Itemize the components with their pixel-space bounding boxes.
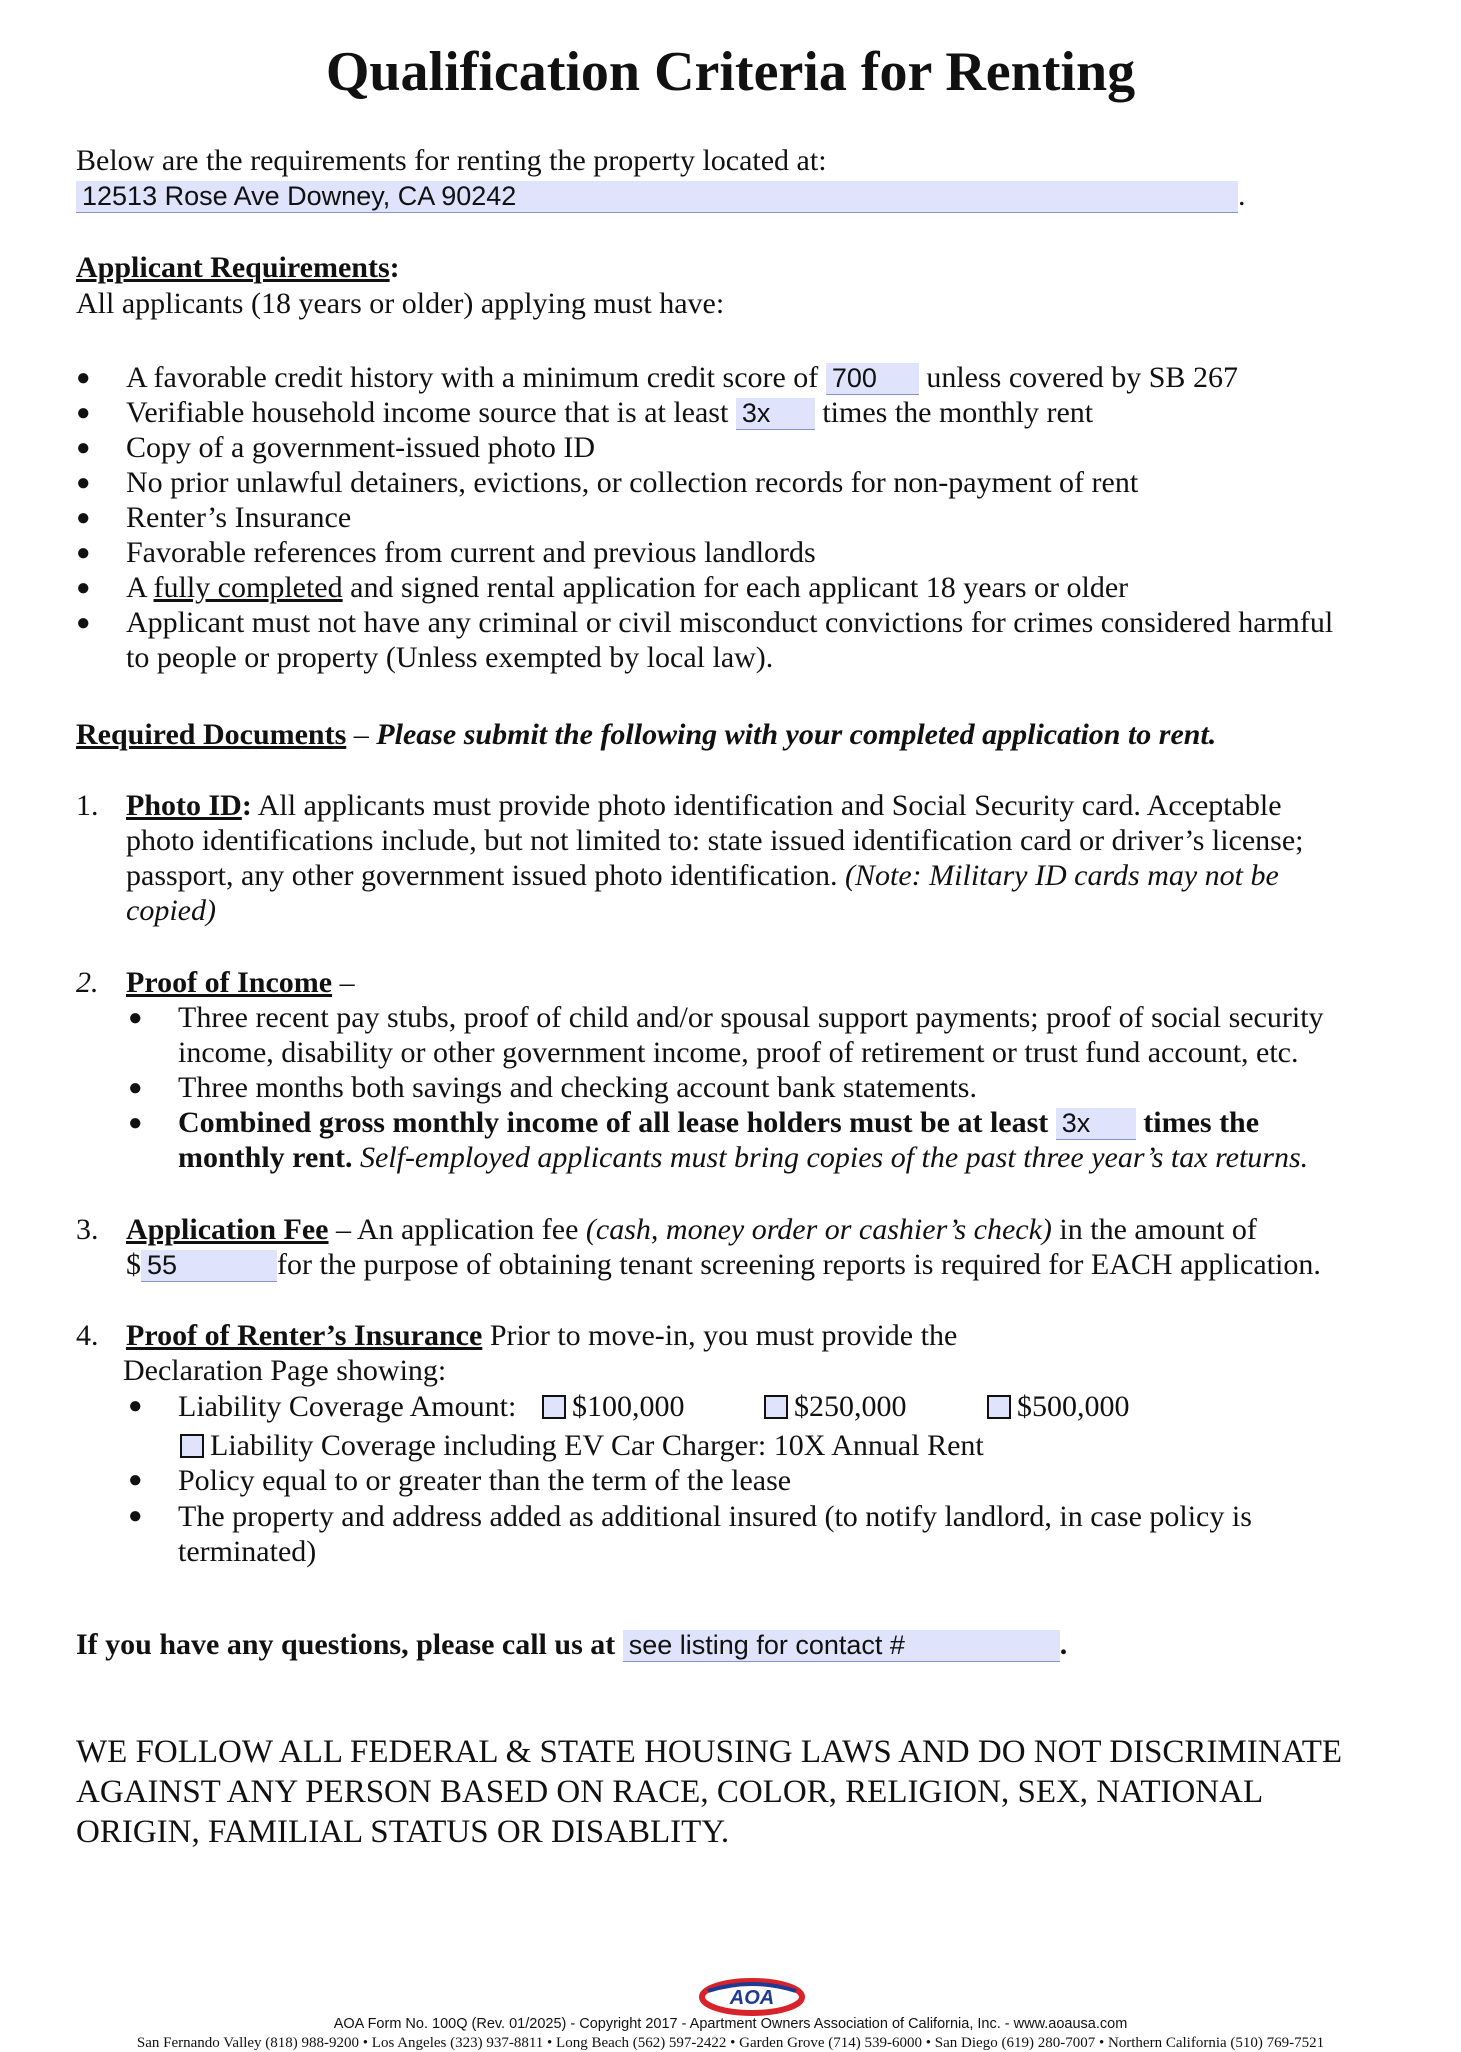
- bullet-icon: ●: [128, 1075, 143, 1101]
- heading-colon: :: [389, 251, 400, 284]
- bullet-icon: ●: [128, 1110, 143, 1136]
- requirement-item: Copy of a government-issued photo ID: [126, 431, 596, 464]
- contact-row: [76, 1627, 1067, 1663]
- heading-dash: –: [346, 718, 377, 751]
- income-item: [126, 395, 1093, 431]
- page-title: Qualification Criteria for Renting: [325, 41, 1136, 103]
- insurance-bullet3-line2: terminated): [178, 1535, 317, 1568]
- option-500k: [987, 1389, 1130, 1425]
- income-text-after: times the monthly rent: [822, 396, 1094, 429]
- nondiscrimination-line3: ORIGIN, FAMILIAL STATUS OR DISABLITY.: [76, 1814, 730, 1850]
- photo-id-colon: :: [241, 789, 252, 822]
- applicant-requirements-subtext: All applicants (18 years or older) applying must have:: [76, 287, 725, 320]
- bullet-icon: ●: [128, 1467, 143, 1493]
- application-suffix: and signed rental application for each applicant 18 years or older: [342, 571, 1129, 604]
- bullet-icon: ●: [76, 435, 91, 461]
- credit-text-after: unless covered by SB 267: [926, 361, 1238, 394]
- insurance-bullet3-line1: The property and address added as additional insured (to notify landlord, in case policy is: [178, 1500, 1252, 1533]
- photo-id-line1: [126, 788, 1282, 824]
- application-fee-methods: (cash, money order or cashier’s check): [585, 1213, 1052, 1246]
- application-fee-line2: [126, 1247, 1321, 1283]
- self-employed-note: Self-employed applicants must bring copies of the past three year’s tax returns.: [352, 1141, 1309, 1174]
- item-number: 2.: [76, 966, 99, 999]
- combined-income-text: Combined gross monthly income of all lease holders must be at least: [178, 1106, 1049, 1139]
- application-item: [126, 570, 1128, 606]
- liability-label: Liability Coverage Amount:: [178, 1390, 517, 1423]
- insurance-line1: [126, 1318, 957, 1354]
- applicant-requirements-heading-text: Applicant Requirements: [76, 251, 390, 284]
- application-underlined: fully completed: [153, 571, 343, 604]
- bullet-icon: ●: [76, 505, 91, 531]
- combined-income-after: times the: [1135, 1106, 1260, 1139]
- requirement-item: No prior unlawful detainers, evictions, or collection records for non-payment of rent: [126, 466, 1139, 499]
- income-bullet3-line1: [178, 1105, 1259, 1141]
- bullet-icon: ●: [76, 470, 91, 496]
- photo-id-line3: [126, 858, 1279, 894]
- bullet-icon: ●: [128, 1503, 143, 1529]
- income-bullet1-line1: Three recent pay stubs, proof of child and/or spousal support payments; proof of social security: [178, 1001, 1324, 1034]
- address-row: [76, 178, 1246, 214]
- contact-text: If you have any questions, please call us at: [76, 1628, 616, 1661]
- checkbox-ev-charger[interactable]: [180, 1434, 204, 1458]
- income-multiplier-field[interactable]: 3x: [736, 398, 815, 430]
- photo-id-note: (Note: Military ID cards may not be: [845, 859, 1279, 892]
- amount-500k: $500,000: [1017, 1390, 1130, 1423]
- contact-field[interactable]: see listing for contact #: [623, 1630, 1060, 1662]
- bullet-icon: ●: [76, 400, 91, 426]
- contact-period: .: [1059, 1628, 1068, 1661]
- logo-text: AOA: [729, 1987, 775, 2009]
- credit-score-item: [126, 360, 1238, 396]
- photo-id-note-line2: copied): [126, 894, 216, 927]
- proof-income-dash: –: [332, 966, 355, 999]
- address-period: .: [1238, 179, 1246, 212]
- proof-income-heading: Proof of Income: [126, 966, 333, 999]
- intro-text: Below are the requirements for renting the property located at:: [76, 144, 827, 177]
- required-documents-subtitle: Please submit the following with your completed application to rent.: [376, 718, 1217, 751]
- criminal-item-line2: to people or property (Unless exempted by local law).: [126, 641, 774, 674]
- nondiscrimination-line2: AGAINST ANY PERSON BASED ON RACE, COLOR, RELIGION, SEX, NATIONAL: [76, 1774, 1264, 1810]
- address-field[interactable]: 12513 Rose Ave Downey, CA 90242: [76, 181, 1238, 213]
- checkbox-250k[interactable]: [764, 1395, 788, 1419]
- requirement-item: Favorable references from current and previous landlords: [126, 536, 816, 569]
- income-bullet1-line2: income, disability or other government income, proof of retirement or trust fund account, etc.: [178, 1036, 1299, 1069]
- application-prefix: A: [126, 571, 154, 604]
- application-fee-heading: Application Fee: [126, 1213, 329, 1246]
- bullet-icon: ●: [76, 365, 91, 391]
- application-fee-purpose: for the purpose of obtaining tenant screening reports is required for EACH application.: [277, 1248, 1321, 1281]
- amount-100k: $100,000: [572, 1390, 685, 1423]
- aoa-logo: [698, 1975, 806, 2017]
- monthly-rent-bold: monthly rent.: [178, 1141, 353, 1174]
- bullet-icon: ●: [76, 575, 91, 601]
- application-fee-text: – An application fee: [328, 1213, 586, 1246]
- dollar-sign: $: [126, 1248, 141, 1281]
- bullet-icon: ●: [76, 540, 91, 566]
- footer-form-line: AOA Form No. 100Q (Rev. 01/2025) - Copyright 2017 - Apartment Owners Association of California, Inc. - www.aoausa.com: [333, 2016, 1128, 2032]
- bullet-icon: ●: [128, 1005, 143, 1031]
- photo-id-heading: Photo ID: [126, 789, 242, 822]
- required-documents-heading-text: Required Documents: [76, 718, 347, 751]
- photo-id-text3: passport, any other government issued photo identification.: [126, 859, 846, 892]
- checkbox-100k[interactable]: [542, 1395, 566, 1419]
- option-100k: [542, 1389, 685, 1425]
- item-number: 4.: [76, 1319, 99, 1352]
- option-ev-charger: [180, 1428, 984, 1464]
- requirement-item: Renter’s Insurance: [126, 501, 352, 534]
- photo-id-line2: photo identifications include, but not limited to: state issued identification card or driver’s license;: [126, 824, 1304, 857]
- nondiscrimination-line1: WE FOLLOW ALL FEDERAL & STATE HOUSING LAWS AND DO NOT DISCRIMINATE: [76, 1734, 1343, 1770]
- item-number: 3.: [76, 1213, 99, 1246]
- credit-score-field[interactable]: 700: [826, 363, 919, 395]
- application-fee-line1: [126, 1212, 1257, 1248]
- photo-id-text: All applicants must provide photo identification and Social Security card. Acceptable: [251, 789, 1282, 822]
- insurance-text1: Prior to move-in, you must provide the: [482, 1319, 958, 1352]
- required-documents-heading: [76, 717, 1216, 753]
- footer-offices: San Fernando Valley (818) 988-9200 • Los Angeles (323) 937-8811 • Long Beach (562) 597-2422 • Garden Grove (714) 539-6000 • San Diego (619) 280-7007 • Northern California (510) 769-7521: [136, 2035, 1325, 2051]
- income-text-before: Verifiable household income source that is at least: [126, 396, 729, 429]
- ev-charger-label: Liability Coverage including EV Car Charger: 10X Annual Rent: [210, 1429, 984, 1462]
- income-bullet2: Three months both savings and checking account bank statements.: [178, 1071, 977, 1104]
- item-number: 1.: [76, 789, 99, 822]
- proof-income-heading-row: [126, 965, 355, 1001]
- insurance-bullet2: Policy equal to or greater than the term of the lease: [178, 1464, 792, 1497]
- credit-text-before: A favorable credit history with a minimum credit score of: [126, 361, 819, 394]
- bullet-icon: ●: [76, 610, 91, 636]
- bullet-icon: ●: [128, 1393, 143, 1419]
- applicant-requirements-heading: [76, 250, 400, 286]
- application-fee-text-end: in the amount of: [1051, 1213, 1257, 1246]
- combined-income-field[interactable]: 3x: [1056, 1108, 1136, 1140]
- option-250k: [764, 1389, 907, 1425]
- criminal-item-line1: Applicant must not have any criminal or civil misconduct convictions for crimes considered harmful: [126, 606, 1334, 639]
- income-bullet3-line2: [178, 1140, 1308, 1176]
- checkbox-500k[interactable]: [987, 1395, 1011, 1419]
- insurance-heading: Proof of Renter’s Insurance: [126, 1319, 483, 1352]
- application-fee-field[interactable]: 55: [141, 1250, 277, 1282]
- amount-250k: $250,000: [794, 1390, 907, 1423]
- insurance-line2: Declaration Page showing:: [123, 1354, 447, 1387]
